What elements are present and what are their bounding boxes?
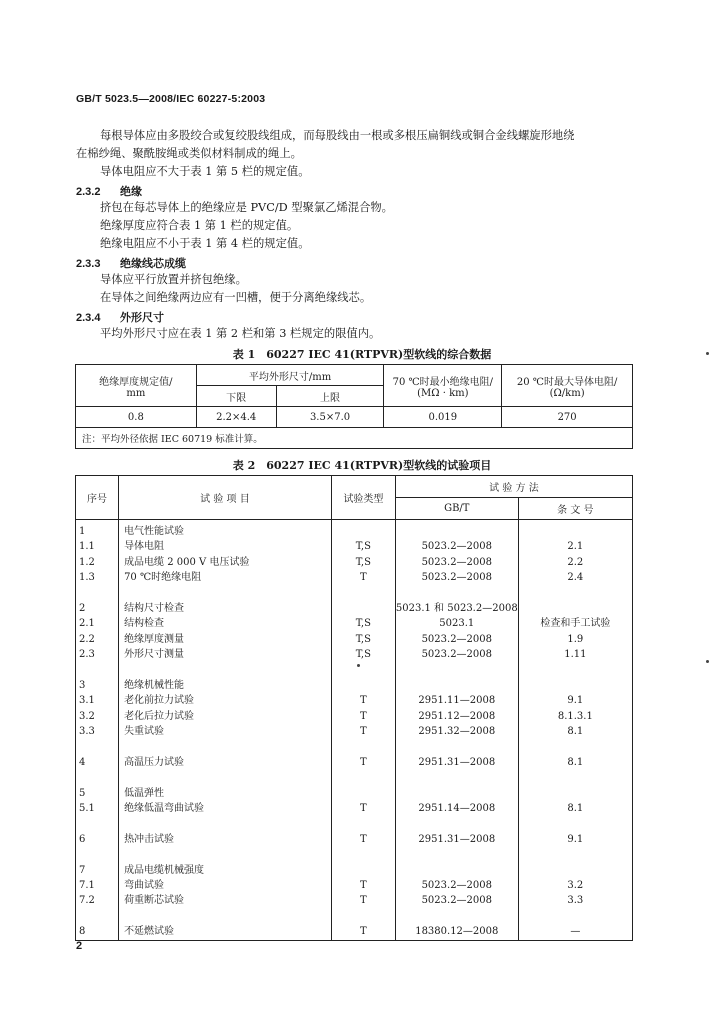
- intro-line-2: 在棉纱绳、聚酰胺绳或类似材料制成的绳上。: [76, 147, 302, 160]
- t1-cell-lower: 2.2×4.4: [196, 407, 276, 428]
- row-item: 导体电阻: [124, 541, 165, 553]
- row-gbt: 2951.12—2008: [418, 710, 496, 722]
- row-item: [124, 586, 331, 601]
- row-clause: 2.1: [567, 541, 584, 553]
- row-number: 3.1: [79, 695, 95, 707]
- row-gbt: 2951.11—2008: [418, 695, 496, 707]
- row-item: 老化前拉力试验: [124, 695, 195, 707]
- row-gbt: 5023.2—2008: [421, 541, 493, 553]
- row-gbt: [396, 663, 518, 678]
- row-clause: —: [570, 926, 581, 938]
- row-item: [124, 770, 331, 785]
- scan-mark: [706, 660, 709, 663]
- row-number: 7.2: [79, 895, 95, 907]
- t1-cell-upper: 3.5×7.0: [276, 407, 384, 428]
- row-clause: 9.1: [567, 833, 584, 845]
- t1-header-lower: 下限: [196, 386, 276, 407]
- row-type: [332, 786, 395, 801]
- scan-mark: [357, 664, 360, 667]
- row-gbt: 2951.14—2008: [418, 803, 496, 815]
- row-number: [79, 663, 118, 678]
- row-item: [124, 663, 331, 678]
- row-type: [332, 847, 395, 862]
- s232-line-3: 绝缘电阻应不小于表 1 第 4 栏的规定值。: [100, 237, 310, 250]
- row-gbt: 2951.31—2008: [418, 833, 496, 845]
- row-item: 成品电缆 2 000 V 电压试验: [124, 556, 250, 568]
- row-number: [79, 909, 118, 924]
- row-type: T,S: [355, 618, 371, 630]
- t1-header-conductor-resistance: 20 ℃时最大导体电阻/ (Ω/km): [502, 365, 633, 407]
- row-item: 电气性能试验: [124, 526, 185, 537]
- row-number: [79, 847, 118, 862]
- row-gbt: [396, 863, 518, 878]
- t2-column-item: [119, 520, 332, 941]
- row-number: [79, 739, 118, 754]
- row-type: [332, 770, 395, 785]
- t2-header-no: 序号: [76, 476, 119, 520]
- section-title: 外形尺寸: [120, 311, 164, 324]
- row-type: T: [360, 710, 367, 722]
- row-item: 低温弹性: [124, 787, 165, 799]
- intro-line-1: 每根导体应由多股绞合或复绞股线组成，而每股线由一根或多根压扁铜线或铜合金线螺旋形地绕: [100, 129, 575, 142]
- row-number: 1.3: [79, 572, 95, 584]
- table2-caption: 表 2 60227 IEC 41(RTPVR)型软线的试验项目: [232, 459, 492, 472]
- row-clause: 8.1.3.1: [557, 710, 593, 722]
- row-gbt: 5023.2—2008: [421, 572, 493, 584]
- row-item: [124, 909, 331, 924]
- t2-column-gbt: [395, 520, 518, 941]
- row-item: [124, 816, 331, 831]
- row-number: 1.2: [79, 556, 95, 568]
- row-clause: [519, 586, 632, 601]
- s233-line-1: 导体应平行放置并挤包绝缘。: [100, 273, 247, 286]
- row-item: 70 ℃时绝缘电阻: [124, 572, 202, 584]
- row-gbt: 2951.32—2008: [418, 726, 496, 738]
- section-number: 2.3.4: [76, 312, 101, 324]
- t1-cell-insulation: 0.019: [384, 407, 502, 428]
- row-type: T: [360, 879, 367, 891]
- row-type: T,S: [355, 649, 371, 661]
- row-number: 1.1: [79, 541, 95, 553]
- s232-line-1: 挤包在每芯导体上的绝缘应是 PVC/D 型聚氯乙烯混合物。: [100, 201, 393, 214]
- row-gbt: 5023.1 和 5023.2—2008: [395, 602, 518, 614]
- row-gbt: 5023.1: [439, 618, 475, 630]
- row-number: 5.1: [79, 803, 95, 815]
- row-clause: [519, 847, 632, 862]
- row-type: [332, 601, 395, 616]
- row-number: 3.3: [79, 726, 95, 738]
- row-type: T: [360, 926, 367, 938]
- row-type: [332, 586, 395, 601]
- page-number: 2: [76, 940, 83, 952]
- t2-header-type: 试验类型: [331, 476, 395, 520]
- row-type: T: [360, 726, 367, 738]
- section-number: 2.3.3: [76, 258, 101, 270]
- row-number: 2.1: [79, 618, 95, 630]
- s232-line-2: 绝缘厚度应符合表 1 第 1 栏的规定值。: [100, 219, 299, 232]
- row-item: 老化后拉力试验: [124, 710, 195, 722]
- row-number: 2.3: [79, 649, 95, 661]
- row-clause: [519, 678, 632, 693]
- t1-cell-resistance: 270: [502, 407, 633, 428]
- row-number: 3.2: [79, 710, 95, 722]
- intro-line-3: 导体电阻应不大于表 1 第 5 栏的规定值。: [100, 165, 310, 178]
- row-clause: [519, 739, 632, 754]
- row-type: T: [360, 833, 367, 845]
- row-gbt: [396, 678, 518, 693]
- row-gbt: 2951.31—2008: [418, 756, 496, 768]
- row-number: 4: [79, 756, 86, 768]
- row-number: 7: [79, 864, 86, 876]
- row-number: 3: [79, 679, 86, 691]
- row-clause: [519, 524, 632, 539]
- section-2-3-4-heading: [76, 309, 164, 325]
- row-item: 绝缘低温弯曲试验: [124, 803, 205, 815]
- row-number: 5: [79, 787, 86, 799]
- table1: [75, 364, 633, 449]
- row-item: 热冲击试验: [124, 833, 175, 845]
- row-gbt: [396, 586, 518, 601]
- row-number: 2.2: [79, 633, 95, 645]
- row-clause: 3.3: [567, 895, 584, 907]
- row-item: 高温压力试验: [124, 756, 185, 768]
- row-number: 8: [79, 926, 86, 938]
- row-clause: 1.9: [567, 633, 584, 645]
- row-item: 不延燃试验: [124, 926, 175, 938]
- row-gbt: 5023.2—2008: [421, 649, 493, 661]
- row-clause: [519, 786, 632, 801]
- row-item: 绝缘厚度测量: [124, 633, 185, 645]
- row-item: 结构尺寸检查: [124, 602, 185, 614]
- row-number: [79, 586, 118, 601]
- row-type: T,S: [355, 541, 371, 553]
- row-number: [79, 816, 118, 831]
- table1-caption: 表 1 60227 IEC 41(RTPVR)型软线的综合数据: [232, 348, 492, 361]
- row-type: T: [360, 895, 367, 907]
- row-item: 绝缘机械性能: [124, 679, 185, 691]
- row-type: [332, 678, 395, 693]
- row-item: 成品电缆机械强度: [124, 864, 205, 876]
- row-type: T: [360, 756, 367, 768]
- row-number: 6: [79, 833, 86, 845]
- t1-header-thickness: 绝缘厚度规定值/ mm: [76, 365, 197, 407]
- row-gbt: 5023.2—2008: [421, 879, 493, 891]
- row-clause: 1.11: [564, 649, 587, 661]
- row-gbt: 5023.2—2008: [421, 895, 493, 907]
- section-title: 绝缘: [120, 185, 142, 198]
- row-clause: 3.2: [567, 879, 584, 891]
- row-gbt: 18380.12—2008: [415, 926, 499, 938]
- row-item: 失重试验: [124, 726, 165, 738]
- t1-header-upper: 上限: [276, 386, 384, 407]
- row-gbt: [396, 524, 518, 539]
- t2-column-type: [331, 520, 395, 941]
- t1-header-dimensions: 平均外形尺寸/mm: [196, 365, 384, 386]
- row-gbt: [396, 786, 518, 801]
- row-clause: [519, 663, 632, 678]
- row-clause: 检查和手工试验: [540, 618, 611, 630]
- t2-header-gbt: GB/T: [395, 498, 518, 520]
- t2-column-no: [76, 520, 119, 941]
- row-number: 2: [79, 602, 86, 614]
- t2-header-method: 试 验 方 法: [395, 476, 632, 498]
- row-type: T: [360, 803, 367, 815]
- table2: [75, 475, 633, 941]
- row-item: 弯曲试验: [124, 879, 165, 891]
- row-gbt: [396, 739, 518, 754]
- row-type: T,S: [355, 633, 371, 645]
- t2-header-clause: 条 文 号: [518, 498, 632, 520]
- row-gbt: 5023.2—2008: [421, 633, 493, 645]
- row-gbt: [396, 847, 518, 862]
- row-type: [332, 863, 395, 878]
- row-type: [332, 524, 395, 539]
- row-clause: 8.1: [567, 803, 584, 815]
- row-clause: [519, 816, 632, 831]
- section-number: 2.3.2: [76, 186, 101, 198]
- row-clause: [519, 863, 632, 878]
- row-number: [79, 770, 118, 785]
- scan-mark: [706, 352, 709, 355]
- t2-header-item: 试 验 项 目: [119, 476, 332, 520]
- section-title: 绝缘线芯成缆: [120, 257, 186, 270]
- row-type: [332, 909, 395, 924]
- s233-line-2: 在导体之间绝缘两边应有一凹槽，便于分离绝缘线芯。: [100, 291, 372, 304]
- row-type: T,S: [355, 556, 371, 568]
- row-item: [124, 739, 331, 754]
- row-type: [332, 663, 395, 678]
- row-type: T: [360, 572, 367, 584]
- document-header: GB/T 5023.5—2008/IEC 60227-5:2003: [76, 93, 266, 105]
- row-item: 外形尺寸测量: [124, 649, 185, 661]
- row-gbt: [396, 816, 518, 831]
- row-clause: [519, 909, 632, 924]
- row-clause: 8.1: [567, 756, 584, 768]
- row-item: 结构检查: [124, 618, 165, 630]
- row-number: 1: [79, 526, 86, 537]
- row-clause: 2.2: [567, 556, 584, 568]
- row-clause: 9.1: [567, 695, 584, 707]
- row-gbt: 5023.2—2008: [421, 556, 493, 568]
- row-item: [124, 847, 331, 862]
- row-type: T: [360, 695, 367, 707]
- t2-column-clause: [518, 520, 632, 941]
- t1-header-insulation-resistance: 70 ℃时最小绝缘电阻/ (MΩ · km): [384, 365, 502, 407]
- row-item: 荷重断芯试验: [124, 895, 185, 907]
- row-gbt: [396, 909, 518, 924]
- row-clause: 2.4: [567, 572, 584, 584]
- row-clause: [519, 770, 632, 785]
- row-clause: [519, 601, 632, 616]
- section-2-3-3-heading: [76, 255, 186, 271]
- row-clause: 8.1: [567, 726, 584, 738]
- t1-cell-thickness: 0.8: [76, 407, 197, 428]
- row-type: [332, 739, 395, 754]
- s234-line-1: 平均外形尺寸应在表 1 第 2 栏和第 3 栏规定的限值内。: [100, 327, 381, 340]
- t1-note: 注：平均外径依据 IEC 60719 标准计算。: [76, 428, 633, 449]
- row-number: 7.1: [79, 879, 95, 891]
- row-gbt: [396, 770, 518, 785]
- row-type: [332, 816, 395, 831]
- section-2-3-2-heading: [76, 183, 142, 199]
